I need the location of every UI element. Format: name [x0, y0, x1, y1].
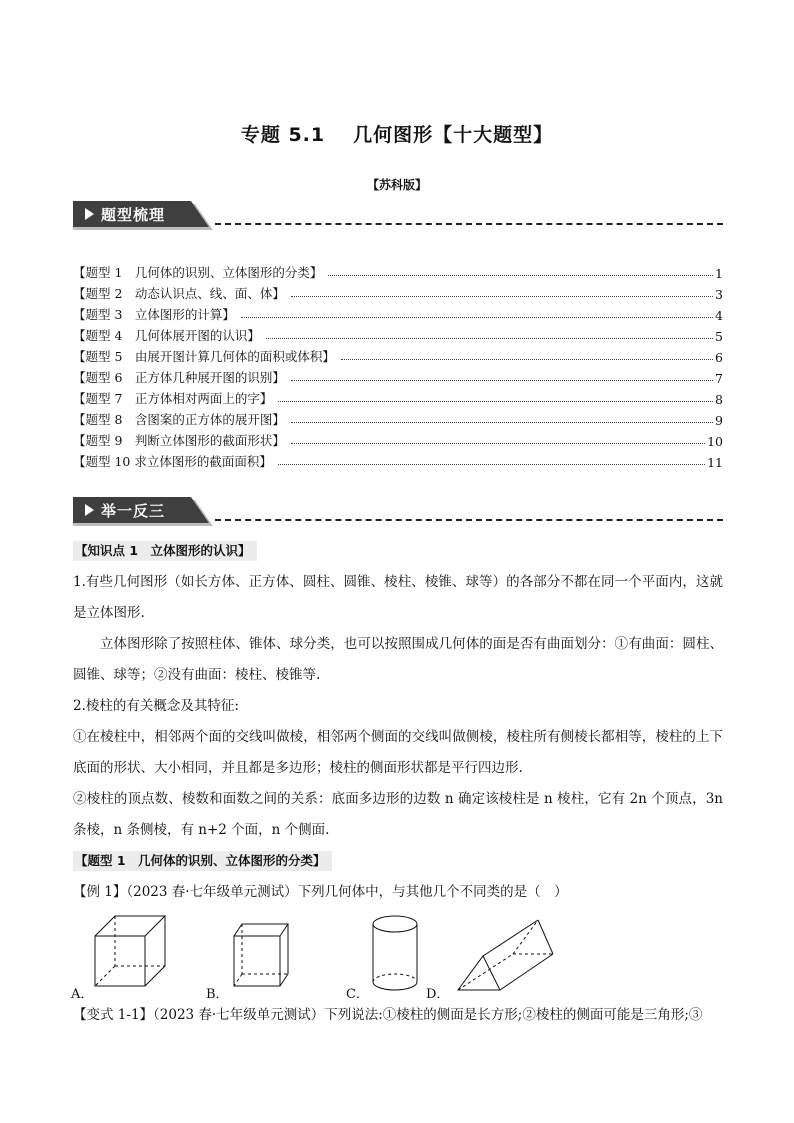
toc-page: 5	[715, 329, 723, 344]
toc-item[interactable]	[73, 386, 723, 407]
toc-leader	[341, 359, 713, 360]
toc-label: 【题型 10 求立体图形的截面面积】	[73, 454, 272, 469]
option-b[interactable]	[208, 912, 298, 1000]
knowledge-paragraph: ①在棱柱中，相邻两个面的交线叫做棱，相邻两个侧面的交线叫做侧棱，棱柱所有侧棱长都相等，棱柱的上下底面的形状、大小相同，并且都是多边形；棱柱的侧面形状都是平行四边形.	[73, 729, 723, 776]
examples-banner	[73, 497, 723, 525]
triangular-prism-icon	[428, 912, 568, 1000]
toc-page: 8	[715, 392, 723, 407]
option-c[interactable]	[348, 912, 428, 1000]
toc-item[interactable]	[73, 281, 723, 302]
variant-question: 【变式 1-1】（2023 春·七年级单元测试）下列说法:①棱柱的侧面是长方形;②棱柱的侧面可能是三角形;③	[73, 1007, 703, 1023]
toc-leader	[291, 380, 713, 381]
toc-page: 10	[707, 434, 723, 449]
play-triangle-icon	[85, 504, 94, 516]
table-of-contents	[73, 260, 723, 470]
toc-item[interactable]	[73, 344, 723, 365]
answer-options	[73, 912, 723, 1002]
toc-item[interactable]	[73, 323, 723, 344]
dash-divider	[215, 519, 723, 521]
knowledge-paragraph: 2.棱柱的有关概念及其特征:	[73, 698, 239, 714]
knowledge-paragraph: 立体图形除了按照柱体、锥体、球分类，也可以按照围成几何体的面是否有曲面划分：①有曲面：圆柱、圆锥、球等；②没有曲面：棱柱、棱锥等.	[73, 636, 723, 683]
title-text: 几何图形【十大题型】	[353, 124, 554, 146]
toc-leader	[291, 443, 705, 444]
cube-icon	[73, 912, 173, 1000]
banner-label: 举一反三	[101, 502, 166, 520]
toc-label: 【题型 6 正方体几种展开图的识别】	[73, 370, 285, 385]
toc-page: 6	[715, 350, 723, 365]
play-triangle-icon	[85, 208, 94, 220]
toc-label: 【题型 3 立体图形的计算】	[73, 307, 235, 322]
toc-label: 【题型 2 动态认识点、线、面、体】	[73, 286, 285, 301]
toc-item[interactable]	[73, 449, 723, 470]
toc-leader	[241, 317, 713, 318]
edition-label: 【苏科版】	[366, 178, 427, 192]
toc-leader	[291, 422, 713, 423]
dash-divider	[215, 223, 723, 225]
option-label: D．	[426, 987, 450, 1002]
toc-label: 【题型 9 判断立体图形的截面形状】	[73, 433, 285, 448]
toc-item[interactable]	[73, 407, 723, 428]
toc-page: 3	[715, 287, 723, 302]
toc-page: 1	[715, 266, 723, 281]
knowledge-paragraph: 1.有些几何图形（如长方体、正方体、圆柱、圆锥、棱柱、棱锥、球等）的各部分不都在同一个平面内，这就是立体图形.	[73, 574, 723, 621]
page-title	[0, 120, 794, 147]
toc-leader	[266, 338, 713, 339]
toc-leader	[278, 464, 705, 465]
toc-leader	[278, 401, 713, 402]
toc-page: 7	[715, 371, 723, 386]
toc-label: 【题型 4 几何体展开图的认识】	[73, 328, 260, 343]
option-label: A．	[71, 987, 94, 1002]
toc-item[interactable]	[73, 428, 723, 449]
toc-item[interactable]	[73, 302, 723, 323]
option-d[interactable]	[428, 912, 568, 1000]
problem-type-heading: 【题型 1 几何体的识别、立体图形的分类】	[73, 851, 332, 871]
rectangular-prism-icon	[208, 912, 298, 1000]
toc-page: 9	[715, 413, 723, 428]
knowledge-paragraph: ②棱柱的顶点数、棱数和面数之间的关系：底面多边形的边数 n 确定该棱柱是 n 棱柱，它有 2n 个顶点，3n 条棱，n 条侧棱，有 n+2 个面，n 个侧面.	[73, 791, 723, 838]
knowledge-heading: 【知识点 1 立体图形的认识】	[73, 541, 257, 561]
toc-banner	[73, 201, 723, 229]
option-label: B．	[206, 987, 229, 1002]
toc-label: 【题型 8 含图案的正方体的展开图】	[73, 412, 285, 427]
toc-leader	[291, 296, 713, 297]
example-question: 【例 1】（2023 春·七年级单元测试）下列几何体中，与其他几个不同类的是（ ）	[73, 884, 568, 900]
toc-leader	[328, 275, 713, 276]
cylinder-icon	[348, 912, 428, 1000]
option-label: C．	[346, 987, 369, 1002]
toc-page: 11	[707, 455, 723, 470]
title-number: 专题 5.1	[240, 124, 326, 146]
toc-item[interactable]	[73, 260, 723, 281]
knowledge-section	[73, 536, 723, 908]
option-a[interactable]	[73, 912, 173, 1000]
toc-label: 【题型 7 正方体相对两面上的字】	[73, 391, 273, 406]
banner-label: 题型梳理	[101, 206, 166, 224]
toc-item[interactable]	[73, 365, 723, 386]
toc-label: 【题型 5 由展开图计算几何体的面积或体积】	[73, 349, 335, 364]
toc-page: 4	[715, 308, 723, 323]
toc-label: 【题型 1 几何体的识别、立体图形的分类】	[73, 265, 323, 280]
